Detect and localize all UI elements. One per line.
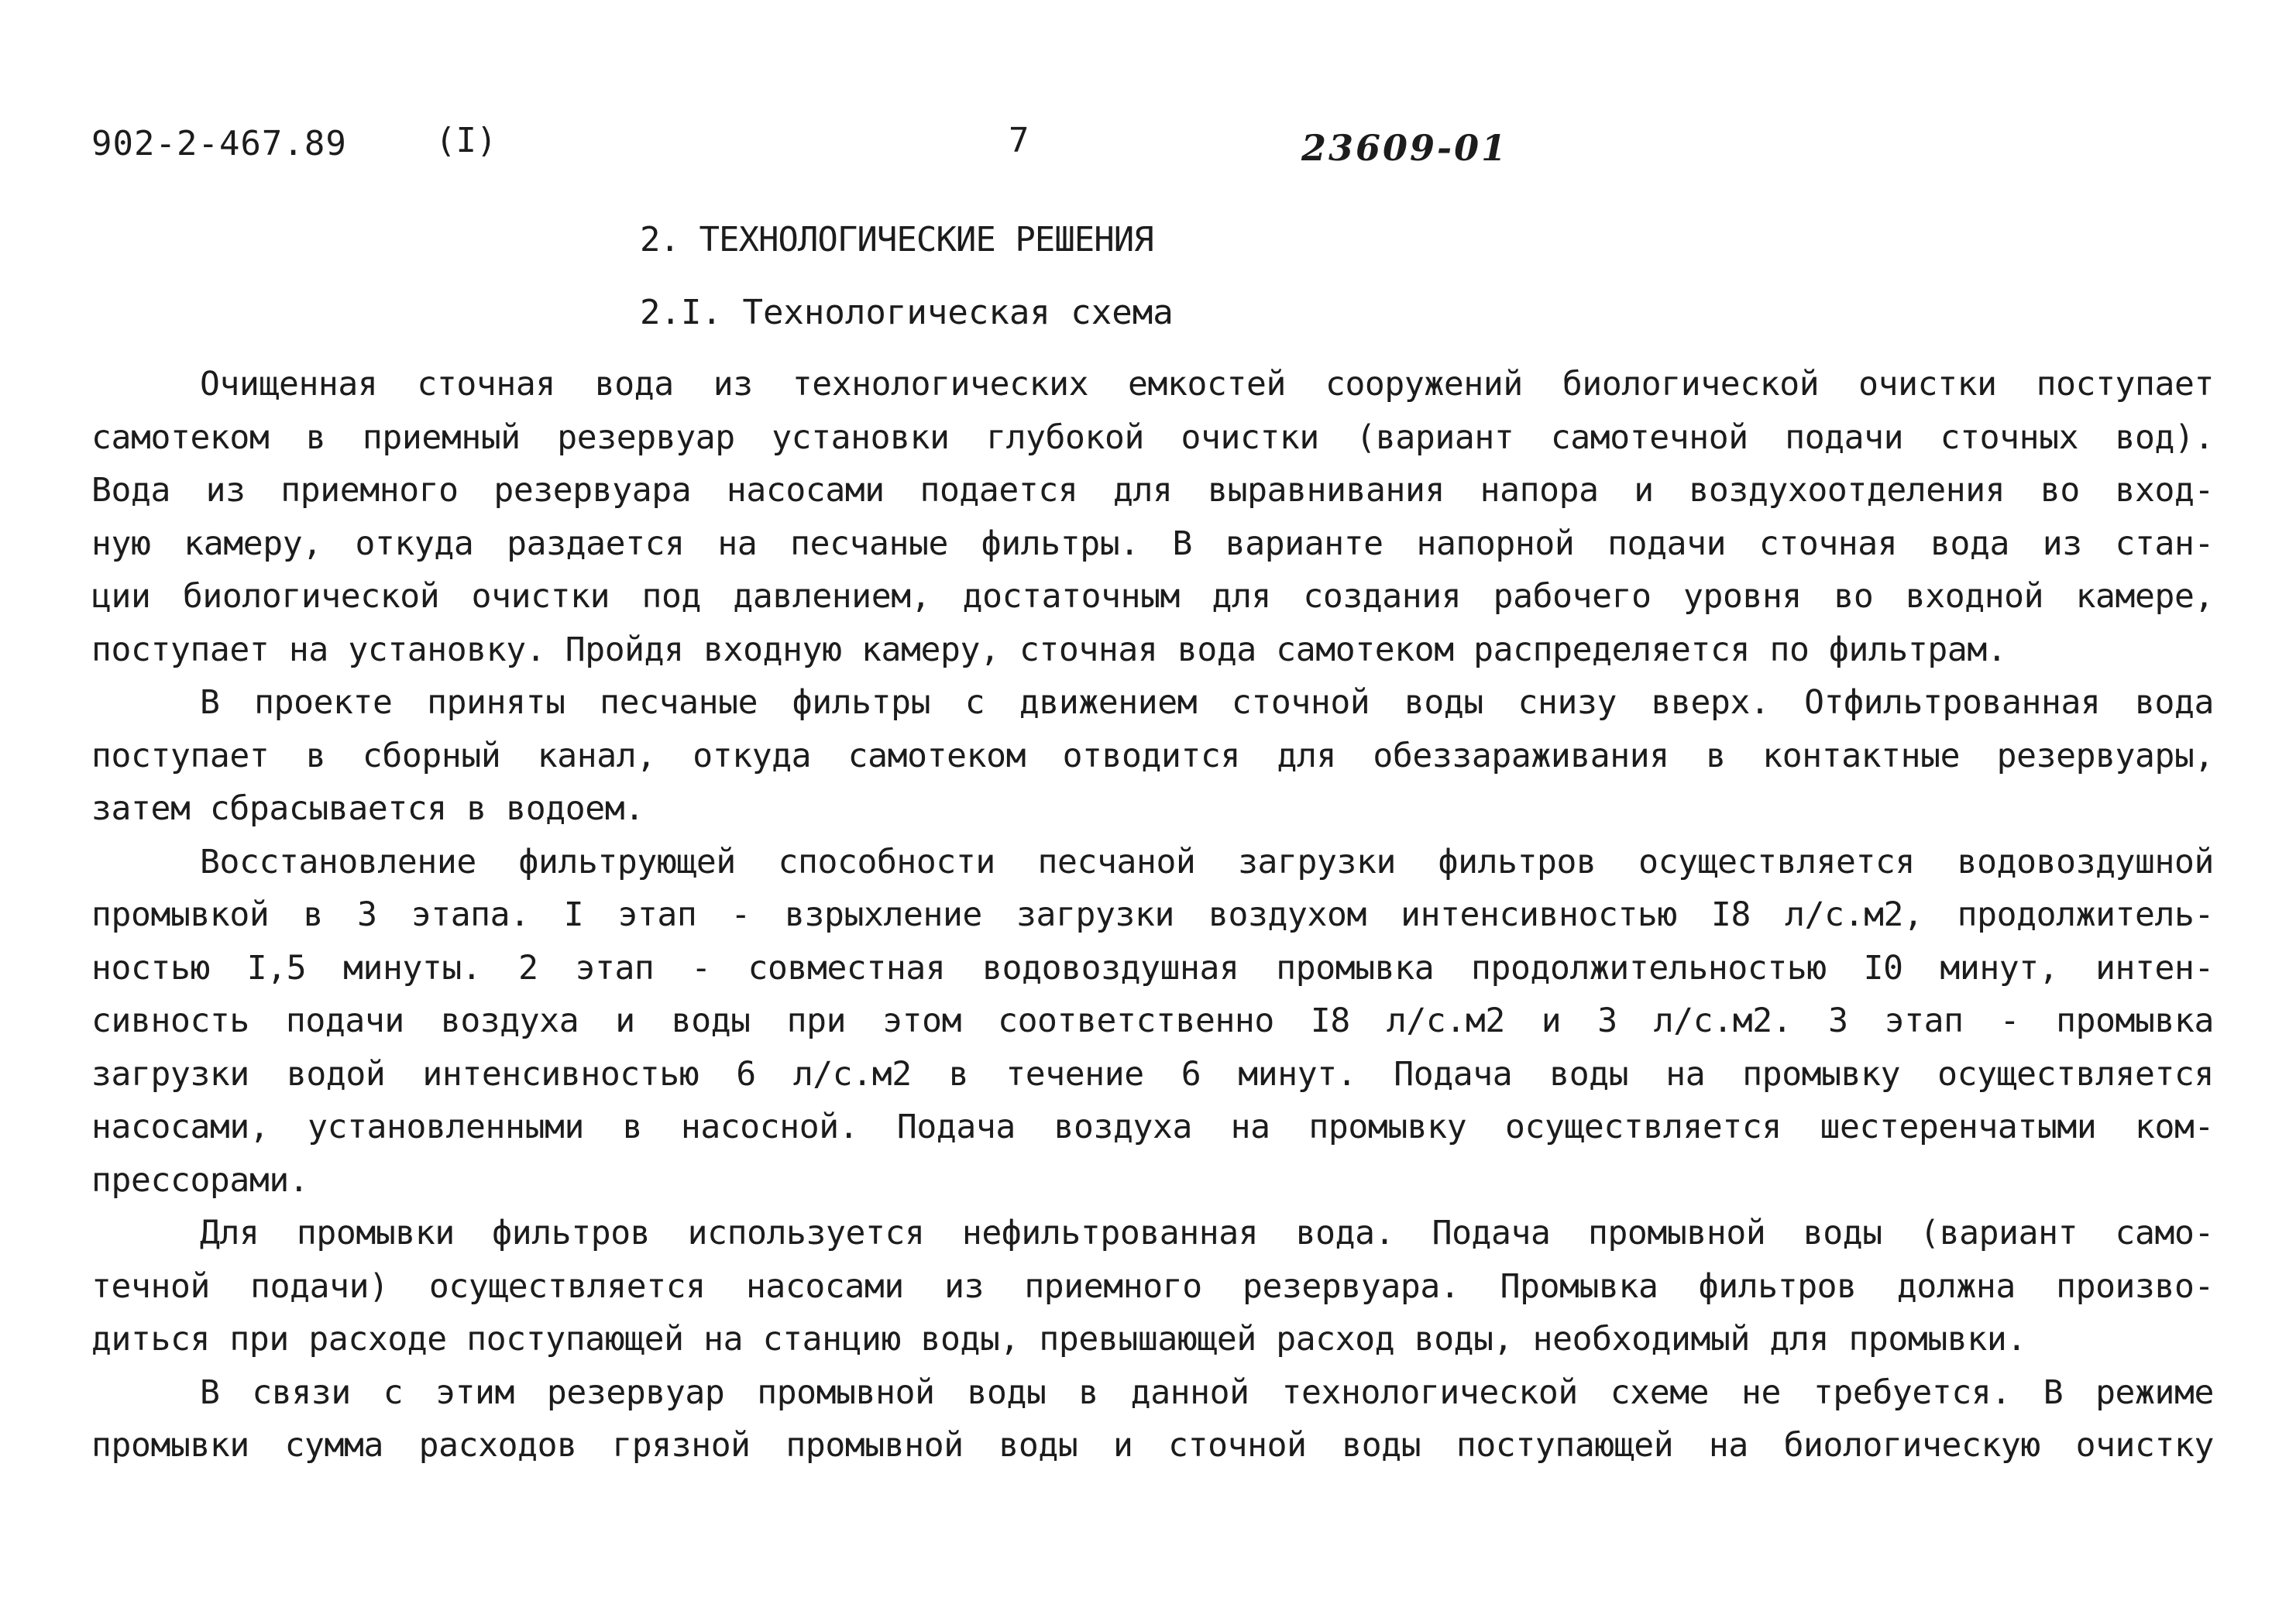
paragraph-4-line-3: диться при расходе поступающей на станцию воды, превышающей расход воды, необходимый для промывки. bbox=[91, 1320, 2026, 1359]
paragraph-1-line-6: поступает на установку. Пройдя входную камеру, сточная вода самотеком распределяется по фильтрам. bbox=[91, 630, 2007, 669]
paragraph-3-line-3: ностью I,5 минуты. 2 этап - совместная водовоздушная промывка продолжительностью I0 минут, интен- bbox=[91, 948, 2214, 988]
paragraph-3-line-1: Восстановление фильтрующей способности песчаной загрузки фильтров осуществляется водовоздушной bbox=[200, 842, 2214, 881]
paragraph-4-line-1: Для промывки фильтров используется нефильтрованная вода. Подача промывной воды (вариант само- bbox=[200, 1214, 2214, 1252]
paragraph-2-line-1: В проекте приняты песчаные фильтры с движением сточной воды снизу вверх. Отфильтрованная вода bbox=[200, 683, 2214, 722]
paragraph-3-line-4: сивность подачи воздуха и воды при этом соответственно I8 л/с.м2 и 3 л/с.м2. 3 этап - промывка bbox=[91, 1001, 2214, 1040]
subsection-title: 2.I. Технологическая схема bbox=[640, 293, 1174, 332]
paragraph-5-line-2: промывки сумма расходов грязной промывной воды и сточной воды поступающей на биологическую очистку bbox=[91, 1426, 2214, 1465]
paragraph-1-line-5: ции биологической очистки под давлением, достаточным для создания рабочего уровня во входной камере, bbox=[91, 577, 2214, 616]
page-number: 7 bbox=[1009, 121, 1029, 160]
document-code: 902-2-467.89 bbox=[91, 124, 347, 163]
paragraph-4-line-2: течной подачи) осуществляется насосами из приемного резервуара. Промывка фильтров должна произво- bbox=[91, 1266, 2214, 1306]
paragraph-1-line-3: Вода из приемного резервуара насосами подается для выравнивания напора и воздухоотделения во вход- bbox=[91, 471, 2214, 510]
paragraph-1-line-1: Очищенная сточная вода из технологических емкостей сооружений биологической очистки поступает bbox=[200, 365, 2214, 404]
paragraph-2-line-2: поступает в сборный канал, откуда самотеком отводится для обеззараживания в контактные резервуары, bbox=[91, 736, 2214, 775]
archive-stamp-number: 23609-01 bbox=[1301, 127, 1509, 169]
body-text bbox=[91, 358, 2214, 1472]
paragraph-3-line-6: насосами, установленными в насосной. Подача воздуха на промывку осуществляется шестеренчатыми ком- bbox=[91, 1108, 2214, 1146]
paragraph-3-line-7: прессорами. bbox=[91, 1160, 309, 1200]
section-title: 2. ТЕХНОЛОГИЧЕСКИЕ РЕШЕНИЯ bbox=[640, 220, 1153, 259]
paragraph-2-line-3: затем сбрасывается в водоем. bbox=[91, 789, 644, 828]
paragraph-5-line-1: В связи с этим резервуар промывной воды в данной технологической схеме не требуется. В режиме bbox=[200, 1373, 2214, 1412]
paragraph-1-line-4: ную камеру, откуда раздается на песчаные фильтры. В варианте напорной подачи сточная вода из стан- bbox=[91, 524, 2214, 563]
paragraph-3-line-5: загрузки водой интенсивностью 6 л/с.м2 в течение 6 минут. Подача воды на промывку осуществляется bbox=[91, 1054, 2214, 1094]
sheet-part-label: (I) bbox=[435, 121, 497, 160]
paragraph-1-line-2: самотеком в приемный резервуар установки глубокой очистки (вариант самотечной подачи сточных вод). bbox=[91, 417, 2214, 457]
paragraph-3-line-2: промывкой в 3 этапа. I этап - взрыхление загрузки воздухом интенсивностью I8 л/с.м2, продолжитель- bbox=[91, 895, 2214, 934]
